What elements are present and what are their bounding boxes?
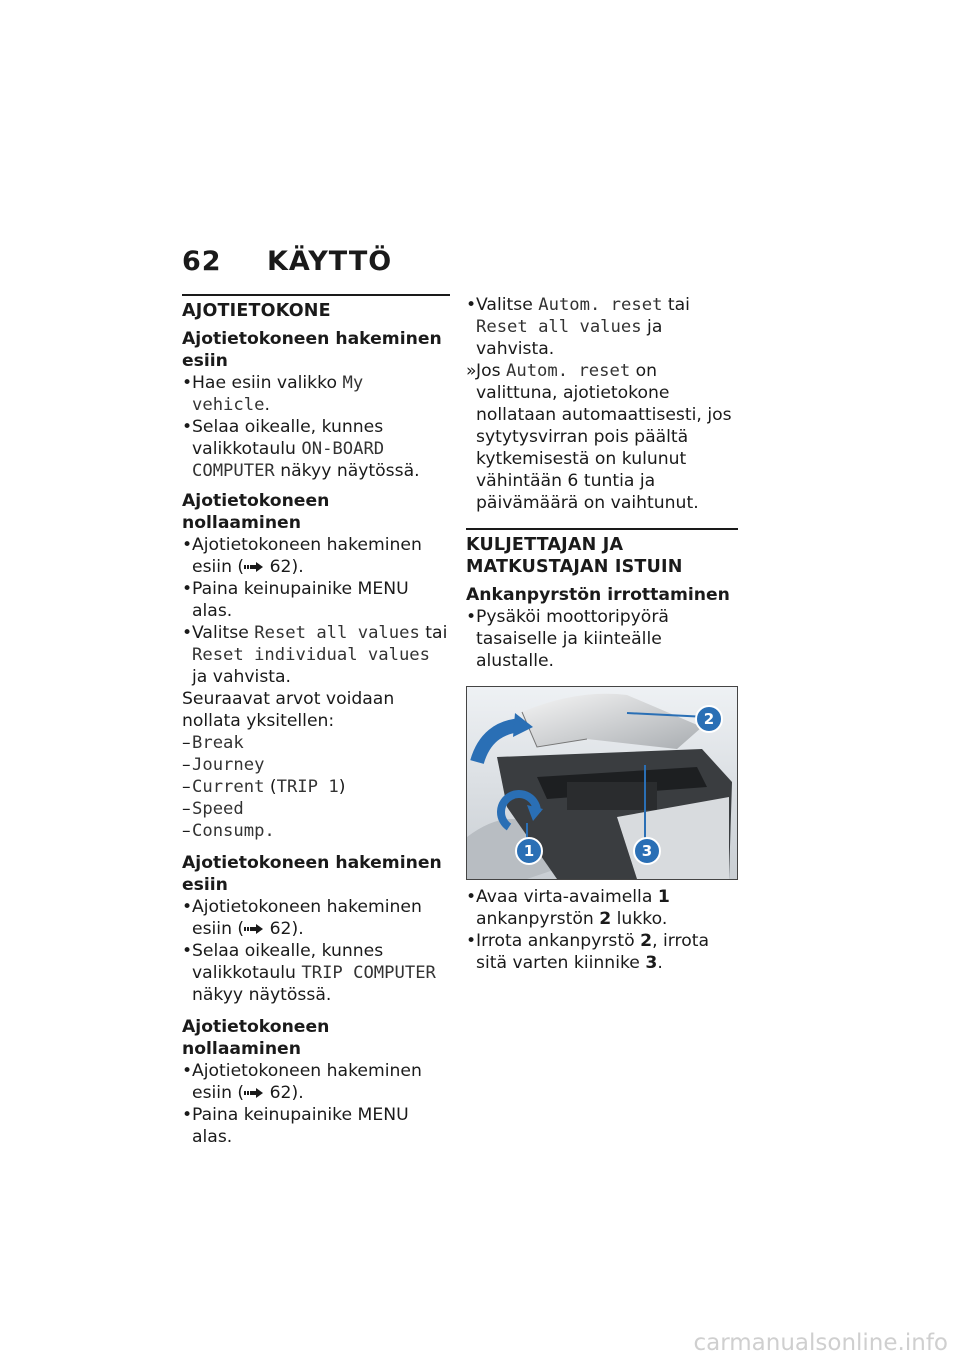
subheading-nollaaminen-2: Ajotietokoneen nollaaminen — [182, 1017, 330, 1059]
dash-item: – Current (TRIP 1) — [182, 777, 346, 797]
page-number: 62 — [182, 246, 222, 277]
left-column — [182, 294, 450, 1148]
bullet-marker: • — [182, 1105, 193, 1125]
bullet-marker: • — [182, 417, 193, 437]
seat-removal-figure — [466, 686, 738, 880]
section-title-ajotietokone: AJOTIETOKONE — [182, 294, 450, 322]
bullet-marker: • — [182, 623, 193, 643]
bullet-marker: • — [466, 607, 477, 627]
list-item: • Selaa oikealle, kunnes valikkotaulu ON-BOARD COMPUTER näkyy näytössä. — [182, 417, 420, 481]
menu-code: TRIP COMPUTER — [301, 963, 436, 983]
subheading-hakeminen-2: Ajotietokoneen hakeminen esiin — [182, 853, 442, 895]
result-item: » Jos Autom. reset on valittuna, ajotietokone nollataan automaattisesti, jos sytytysvirran pois päältä kytkemisestä on kulunut vähintään 6 tuntia ja päivämäärä on vaihtunut. — [466, 361, 732, 513]
dash-item: – Consump. — [182, 821, 275, 841]
bullet-marker: • — [466, 887, 477, 907]
list-item: • Valitse Autom. reset tai Reset all values ja vahvista. — [466, 295, 690, 359]
result-marker: » — [466, 361, 477, 381]
paragraph: Seuraavat arvot voidaan nollata yksitellen: — [182, 689, 395, 731]
dash-item: – Speed — [182, 799, 244, 819]
callout-2: 2 — [695, 705, 723, 733]
list-item: • Selaa oikealle, kunnes valikkotaulu TRIP COMPUTER näkyy näytössä. — [182, 941, 436, 1005]
list-item: • Ajotietokoneen hakeminen esiin ( 62). — [182, 535, 422, 577]
menu-code: Autom. reset — [506, 361, 631, 381]
watermark: carmanualsonline.info — [693, 1330, 948, 1356]
page-header — [182, 246, 392, 277]
list-item: • Paina keinupainike MENU alas. — [182, 1105, 409, 1147]
callout-1: 1 — [515, 837, 543, 865]
subheading-ankanpyrsto: Ankanpyrstön irrottaminen — [466, 585, 730, 605]
section-title-istuin: KULJETTAJAN JA MATKUSTAJAN ISTUIN — [466, 528, 738, 578]
list-item: • Valitse Reset all values tai Reset individual values ja vahvista. — [182, 623, 448, 687]
page-ref-arrow-icon[interactable] — [244, 1088, 264, 1098]
menu-code: Reset all values — [476, 317, 642, 337]
subheading-nollaaminen: Ajotietokoneen nollaaminen — [182, 491, 330, 533]
right-column — [466, 294, 738, 974]
subheading-hakeminen: Ajotietokoneen hakeminen esiin — [182, 329, 442, 371]
chapter-title: KÄYTTÖ — [267, 246, 393, 277]
page-ref-arrow-icon[interactable] — [244, 562, 264, 572]
bullet-marker: • — [182, 897, 193, 917]
bullet-marker: • — [466, 931, 477, 951]
bullet-marker: • — [182, 1061, 193, 1081]
bullet-marker: • — [182, 579, 193, 599]
menu-code: My vehicle — [192, 373, 364, 415]
bullet-marker: • — [466, 295, 477, 315]
bullet-marker: • — [182, 941, 193, 961]
list-item: • Paina keinupainike MENU alas. — [182, 579, 409, 621]
dash-item: – Break — [182, 733, 244, 753]
menu-code: Reset individual values — [192, 645, 430, 665]
list-item: • Avaa virta-avaimella 1 ankanpyrstön 2 lukko. — [466, 887, 670, 929]
bullet-marker: • — [182, 535, 193, 555]
menu-code: Autom. reset — [538, 295, 663, 315]
list-item: • Hae esiin valikko My vehicle. — [182, 373, 364, 415]
menu-code: ON-BOARD COMPUTER — [192, 439, 385, 481]
page-ref-arrow-icon[interactable] — [244, 924, 264, 934]
menu-code: Reset all values — [254, 623, 420, 643]
dash-item: – Journey — [182, 755, 265, 775]
list-item: • Irrota ankanpyrstö 2, irrota sitä varten kiinnike 3. — [466, 931, 710, 973]
list-item: • Pysäköi moottoripyörä tasaiselle ja kiinteälle alustalle. — [466, 607, 669, 671]
bullet-marker: • — [182, 373, 193, 393]
list-item: • Ajotietokoneen hakeminen esiin ( 62). — [182, 897, 422, 939]
list-item: • Ajotietokoneen hakeminen esiin ( 62). — [182, 1061, 422, 1103]
callout-3: 3 — [633, 837, 661, 865]
